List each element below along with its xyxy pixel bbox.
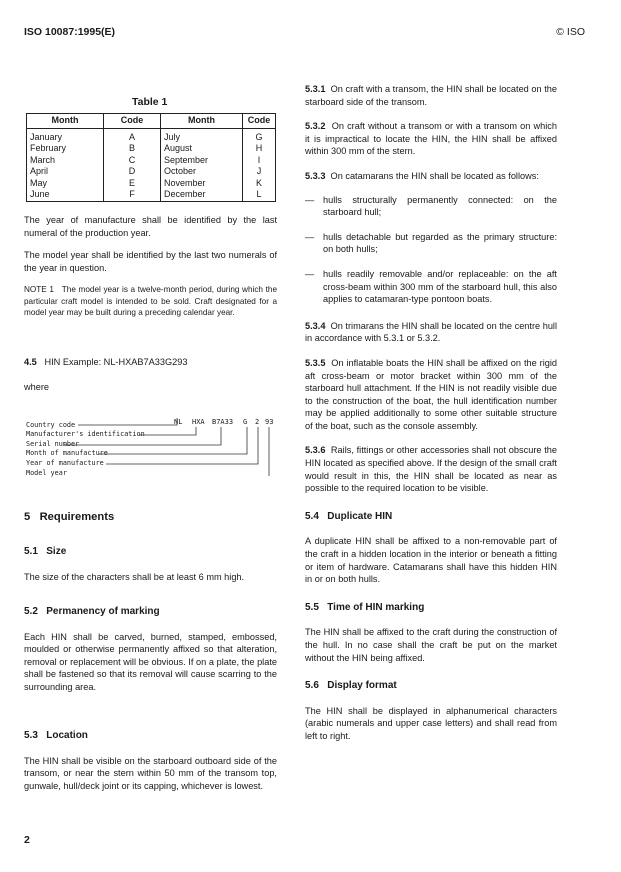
table-cell: November xyxy=(161,178,243,189)
hin-part: HXA xyxy=(192,418,205,426)
hin-example xyxy=(24,356,277,369)
table-header-cell: Month xyxy=(161,114,243,129)
table-row xyxy=(27,129,276,144)
table-cell: B xyxy=(104,143,161,154)
section-body: The HIN shall be affixed to the craft during the construction of the hull. In no case shall the craft be put on the market without the HIN being affixed. xyxy=(305,627,557,663)
section-body: The HIN shall be visible on the starboard outboard side of the transom, or near the stern within 50 mm of the transom top, gunwale, hull/deck joint or its capping, whichever is lowest. xyxy=(24,755,277,791)
left-text-block-a xyxy=(24,214,277,319)
clause-text: On craft without a transom or with a transom on which it is impractical to locate the HIN, the HIN shall be affixed within 300 mm of the stern. xyxy=(305,121,558,157)
table-row xyxy=(27,178,276,189)
note-label: NOTE 1 xyxy=(24,285,54,295)
note-1 xyxy=(24,284,277,318)
table-header-row xyxy=(27,114,276,129)
section-title: Permanency of marking xyxy=(46,606,160,617)
section-number: 5.3 xyxy=(24,730,38,741)
table-cell: December xyxy=(161,189,243,202)
section-number: 5.2 xyxy=(24,606,38,617)
month-code-table xyxy=(26,113,276,202)
diagram-label: Manufacturer's identification xyxy=(26,430,145,438)
where-label: where xyxy=(24,381,50,392)
list-item: — hulls readily removable and/or replaceable: on the aft cross-beam within 300 mm of the starboard hull, this also applies to catamaran-type pontoon boats. xyxy=(305,268,557,305)
clause-text: On trimarans the HIN shall be located on the centre hull in accordance with 5.3.1 or 5.3.2. xyxy=(305,320,558,344)
table-row xyxy=(27,155,276,166)
clause-number: 5.3.3 xyxy=(305,170,326,181)
standard-identifier: ISO 10087:1995(E) xyxy=(24,26,116,38)
clause-text: On catamarans the HIN shall be located as follows: xyxy=(330,170,539,181)
model-year-paragraph: The model year shall be identified by the last two numerals of the year in question. xyxy=(24,250,277,273)
clause-text: On craft with a transom, the HIN shall be located on the starboard side of the transom. xyxy=(305,84,557,107)
hin-example-text: HIN Example: NL-HXAB7A33G293 xyxy=(44,357,188,367)
list-item: — hulls structurally permanently connected: on the starboard hull; xyxy=(305,194,557,218)
clause-number: 5.3.4 xyxy=(305,320,326,331)
hin-part: 93 xyxy=(265,418,274,426)
hin-part: G xyxy=(243,418,248,426)
list-item: — hulls detachable but regarded as the primary structure: on both hulls; xyxy=(305,231,557,255)
section-5-1 xyxy=(24,546,277,583)
leader-line xyxy=(78,418,177,425)
list-item-text: hulls detachable but regarded as the primary structure: on both hulls; xyxy=(323,231,557,255)
diagram-label: Serial number xyxy=(26,440,80,448)
section-heading xyxy=(24,730,277,743)
diagram-label: Month of manufacture xyxy=(26,449,108,457)
table-cell: January xyxy=(27,129,104,144)
section-body: Each HIN shall be carved, burned, stamped, embossed, moulded or otherwise permanently affixed so that alteration, removal or replacement will be obvious. If on a plate, the plate shall be fastened so that its removal will cause scarring to the surrounding area. xyxy=(24,631,277,692)
section-number: 5.1 xyxy=(24,546,38,557)
section-body: The size of the characters shall be at least 6 mm high. xyxy=(24,571,245,582)
section-title: Duplicate HIN xyxy=(327,510,393,522)
page-number: 2 xyxy=(24,834,30,846)
section-body: The HIN shall be displayed in alphanumerical characters (arabic numerals and upper case letters) and shall read from left to right. xyxy=(305,705,557,741)
table-cell: H xyxy=(243,143,276,154)
section-5 xyxy=(24,511,277,524)
section-heading xyxy=(305,680,557,693)
list-item-text: hulls readily removable and/or replaceable: on the aft cross-beam within 300 mm of the starboard hull, this also applies to catamaran-type pontoon boats. xyxy=(323,268,557,305)
section-4-5 xyxy=(24,356,277,393)
clause-5-3-6 xyxy=(305,444,557,494)
section-heading xyxy=(305,511,557,524)
table-cell: C xyxy=(104,155,161,166)
section-title: Location xyxy=(46,730,88,741)
hin-diagram xyxy=(24,418,284,498)
right-column xyxy=(305,83,557,743)
table-cell: April xyxy=(27,166,104,177)
table-cell: E xyxy=(104,178,161,189)
clause-5-3-4 xyxy=(305,320,557,345)
table-cell: March xyxy=(27,155,104,166)
table-cell: L xyxy=(243,189,276,202)
table-cell: June xyxy=(27,189,104,202)
diagram-label: Model year xyxy=(26,469,67,477)
table-cell: September xyxy=(161,155,243,166)
table-cell: G xyxy=(243,129,276,144)
table-cell: F xyxy=(104,189,161,202)
section-heading xyxy=(24,606,277,619)
clause-number: 5.3.5 xyxy=(305,357,326,368)
section-heading xyxy=(24,511,277,524)
table-row xyxy=(27,143,276,154)
table-header-cell: Month xyxy=(27,114,104,129)
section-number: 5.6 xyxy=(305,680,319,692)
clause-5-3-1 xyxy=(305,83,557,108)
section-heading xyxy=(24,546,277,559)
list-item-text: hulls structurally permanently connected: on the starboard hull; xyxy=(323,194,557,218)
table-cell: August xyxy=(161,143,243,154)
table-cell: May xyxy=(27,178,104,189)
section-number: 5.4 xyxy=(305,510,319,522)
table-cell: K xyxy=(243,178,276,189)
section-body: A duplicate HIN shall be affixed to a non-removable part of the craft in a hidden location in the interior or beneath a fitting or item of hardware. Catamarans shall have this hidden HIN in or on both hulls. xyxy=(305,536,557,585)
clause-5-3-3 xyxy=(305,170,557,183)
table-cell: July xyxy=(161,129,243,144)
table-cell: I xyxy=(243,155,276,166)
clause-number: 5.3.2 xyxy=(305,121,326,132)
table-title: Table 1 xyxy=(132,96,168,108)
diagram-label: Country code xyxy=(26,421,76,429)
clause-number: 5.3.1 xyxy=(305,84,326,94)
section-number: 4.5 xyxy=(24,357,37,367)
section-heading xyxy=(305,602,557,615)
section-title: Size xyxy=(46,546,67,557)
leader-line xyxy=(139,427,196,435)
diagram-label: Year of manufacture xyxy=(26,459,104,467)
table-cell: October xyxy=(161,166,243,177)
table-row xyxy=(27,189,276,202)
note-text: The model year is a twelve-month period, during which the particular craft model is intended to be sold. Craft designated for a model year may be built during a preceding calendar year. xyxy=(24,285,277,318)
table-cell: D xyxy=(104,166,161,177)
table-cell: February xyxy=(27,143,104,154)
table-header-cell: Code xyxy=(104,114,161,129)
table-row xyxy=(27,166,276,177)
section-title: Time of HIN marking xyxy=(327,601,425,613)
section-5-3 xyxy=(24,730,277,792)
clause-5-3-2 xyxy=(305,120,557,158)
section-title: Display format xyxy=(327,680,397,692)
copyright-mark: © ISO xyxy=(556,26,585,38)
clause-text: On inflatable boats the HIN shall be affixed on the rigid aft cross-beam or motor bracket within 300 mm of the starboard hull attachment. If the HIN is not readily visible due to the construction of the boat, the hull identification number may be applied additionally to some other suitable structure of the boat, such as the console assembly. xyxy=(305,357,558,431)
year-of-manufacture-paragraph: The year of manufacture shall be identified by the last numeral of the production year. xyxy=(24,215,277,238)
table-cell: J xyxy=(243,166,276,177)
clause-text: Rails, fittings or other accessories shall not obscure the HIN located as specified above. If the design of the small craft would result in this, the HIN shall be located as near as possible to the required location to be visible. xyxy=(305,445,557,494)
section-number: 5 xyxy=(24,511,31,523)
section-5-2 xyxy=(24,606,277,694)
section-title: Requirements xyxy=(39,511,115,523)
clause-5-3-5 xyxy=(305,357,557,433)
hin-part: 2 xyxy=(255,418,260,426)
hin-part: NL xyxy=(174,418,183,426)
table-cell: A xyxy=(104,129,161,144)
hin-part: B7A33 xyxy=(212,418,234,426)
section-number: 5.5 xyxy=(305,601,319,613)
clause-number: 5.3.6 xyxy=(305,445,326,456)
table-header-cell: Code xyxy=(243,114,276,129)
